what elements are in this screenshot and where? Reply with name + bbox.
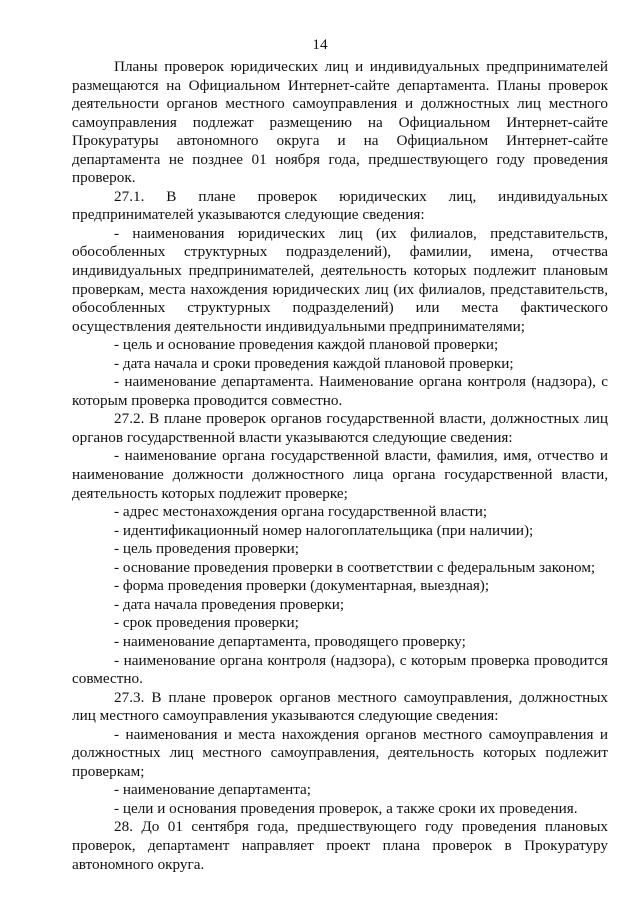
clause-27-2-heading: 27.2. В плане проверок органов государственной власти, должностных лиц органов государственной власти указываются следующие сведения:: [72, 410, 608, 446]
list-item: - срок проведения проверки;: [114, 614, 299, 632]
list-item: - наименование департамента, проводящего проверку;: [114, 632, 466, 650]
document-body: [72, 58, 608, 874]
list-item: - наименование органа контроля (надзора), с которым проверка проводится совместно.: [72, 651, 608, 688]
list-item: - адрес местонахождения органа государственной власти;: [114, 503, 488, 521]
list-item: - форма проведения проверки (документарная, выездная);: [114, 577, 490, 595]
list-item: - цель проведения проверки;: [114, 540, 299, 558]
list-item: - дата начала проведения проверки;: [114, 595, 345, 613]
list-item: - наименования и места нахождения органов местного самоуправления и должностных лиц местного самоуправления, деятельность которых подлежит проверкам;: [72, 725, 608, 780]
list-item: - основание проведения проверки в соответствии с федеральным законом;: [114, 558, 596, 576]
list-item: - цель и основание проведения каждой плановой проверки;: [114, 336, 499, 354]
clause-27-1-heading: 27.1. В плане проверок юридических лиц, индивидуальных предпринимателей указываются следующие сведения:: [72, 187, 608, 224]
list-item: - наименование органа государственной власти, фамилия, имя, отчество и наименование должности должностного лица органа государственной власти, деятельность которых подлежит проверке;: [72, 447, 608, 502]
page-number: 14: [312, 36, 328, 53]
list-item: - цели и основания проведения проверок, а также сроки их проведения.: [114, 799, 578, 817]
list-item: - наименование департамента. Наименование органа контроля (надзора), с которым проверка проводится совместно.: [72, 373, 608, 409]
list-item: - наименование департамента;: [114, 781, 311, 799]
clause-27-3-heading: 27.3. В плане проверок органов местного самоуправления, должностных лиц местного самоуправления указываются следующие сведения:: [72, 688, 608, 725]
list-item: - наименования юридических лиц (их филиалов, представительств, обособленных структурных подразделений), фамилии, имена, отчества индивидуальных предпринимателей, деятельность которых подлежит плановым проверкам, места нахождения юридических лиц (их филиалов, представительств, обособленных структурных подразделений) или места фактического осуществления деятельности индивидуальными предпринимателями;: [72, 224, 608, 335]
list-item: - дата начала и сроки проведения каждой плановой проверки;: [114, 354, 514, 372]
list-item: - идентификационный номер налогоплательщика (при наличии);: [114, 521, 534, 539]
paragraph-plans-publication: Планы проверок юридических лиц и индивидуальных предпринимателей размещаются на Официальном Интернет-сайте департамента. Планы проверок деятельности органов местного самоуправления и должностных лиц местного самоуправления подлежат размещению на Официальном Интернет-сайте Прокуратуры автономного округа и на Официальном Интернет-сайте департамента не позднее 01 ноября года, предшествующего году проведения проверок.: [72, 58, 608, 187]
clause-28: 28. До 01 сентября года, предшествующего году проведения плановых проверок, департамент направляет проект плана проверок в Прокуратуру автономного округа.: [72, 818, 608, 873]
